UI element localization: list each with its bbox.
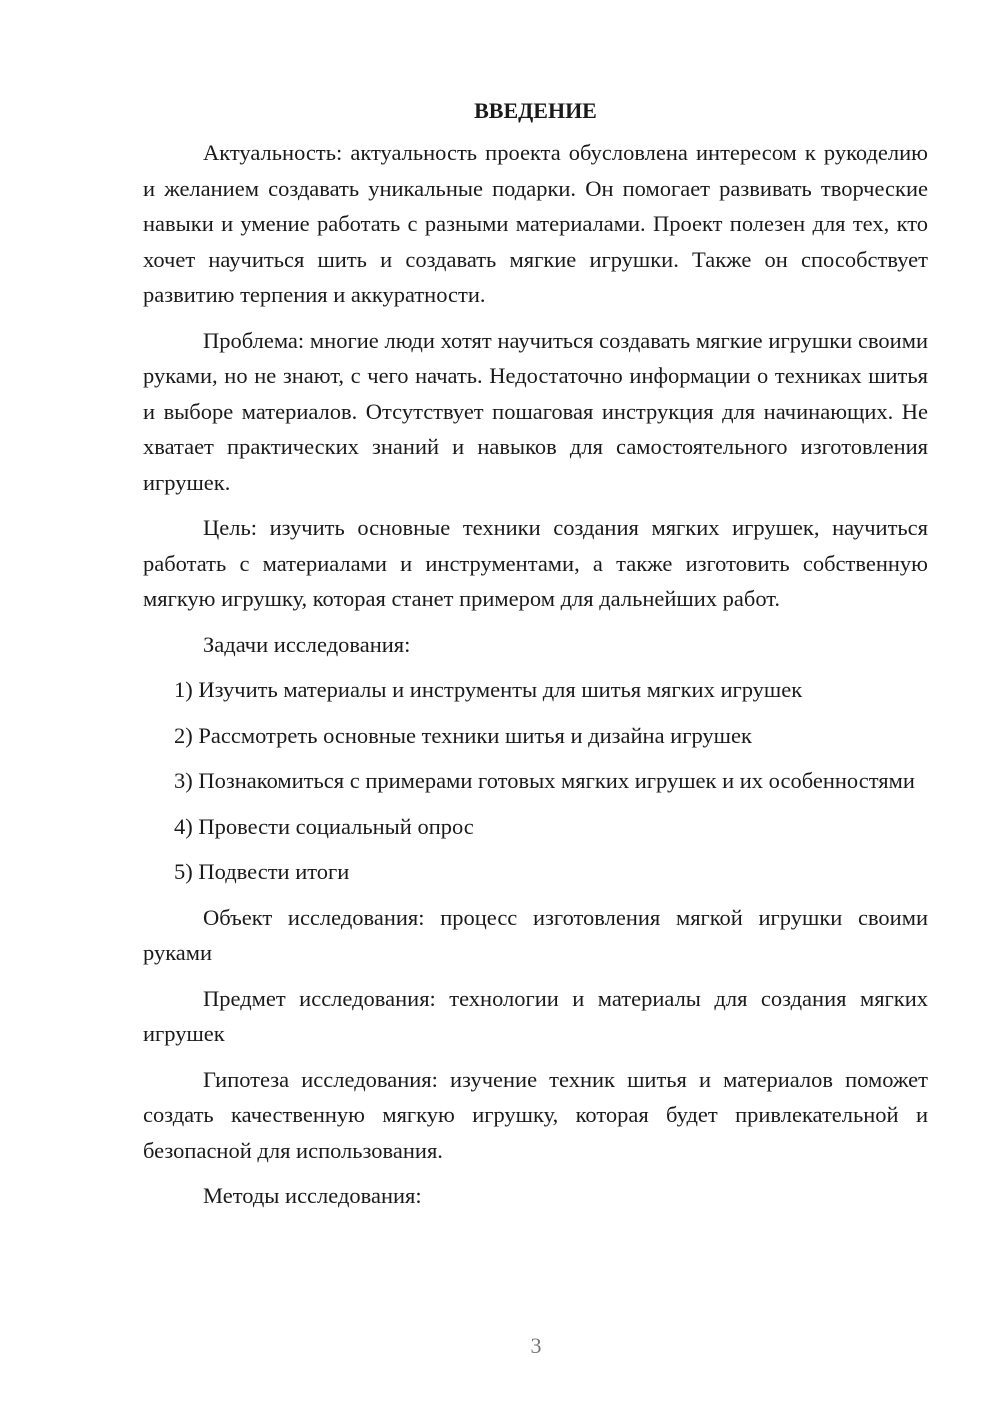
methods-heading: Методы исследования: bbox=[203, 1183, 422, 1208]
task-item: 3) Познакомиться с примерами готовых мягких игрушек и их особенностями bbox=[174, 768, 915, 793]
subject-paragraph: Предмет исследования: технологии и материалы для создания мягких игрушек bbox=[143, 985, 928, 1046]
relevance-paragraph: Актуальность: актуальность проекта обусловлена интересом к рукоделию и желанием создавать уникальные подарки. Он помогает развивать творческие навыки и умение работать с разными материалами. Проект полезен для тех, кто хочет научиться шить и создавать мягкие игрушки. Также он способствует развитию терпения и аккуратности. bbox=[143, 140, 928, 307]
task-item: 2) Рассмотреть основные техники шитья и дизайна игрушек bbox=[174, 722, 752, 748]
hypothesis-paragraph: Гипотеза исследования: изучение техник шитья и материалов поможет создать качественную мягкую игрушку, которая будет привлекательной и безопасной для использования. bbox=[143, 1066, 928, 1163]
task-item: 1) Изучить материалы и инструменты для шитья мягких игрушек bbox=[174, 677, 803, 702]
task-item: 5) Подвести итоги bbox=[174, 859, 350, 884]
page-number: 3 bbox=[530, 1333, 542, 1358]
tasks-list bbox=[143, 672, 928, 890]
goal-paragraph: Цель: изучить основные техники создания мягких игрушек, научиться работать с материалами и инструментами, а также изготовить собственную мягкую игрушку, которая станет примером для дальнейших работ. bbox=[143, 515, 928, 611]
task-item: 4) Провести социальный опрос bbox=[174, 813, 474, 839]
problem-paragraph: Проблема: многие люди хотят научиться создавать мягкие игрушки своими руками, но не знают, с чего начать. Недостаточно информации о техниках шитья и выборе материалов. Отсутствует пошаговая инструкция для начинающих. Не хватает практических знаний и навыков для самостоятельного изготовления игрушек. bbox=[143, 327, 928, 495]
object-paragraph: Объект исследования: процесс изготовления мягкой игрушки своими руками bbox=[143, 904, 928, 965]
tasks-heading: Задачи исследования: bbox=[203, 631, 411, 657]
page-title: ВВЕДЕНИЕ bbox=[474, 98, 597, 123]
page-body bbox=[143, 96, 928, 1224]
